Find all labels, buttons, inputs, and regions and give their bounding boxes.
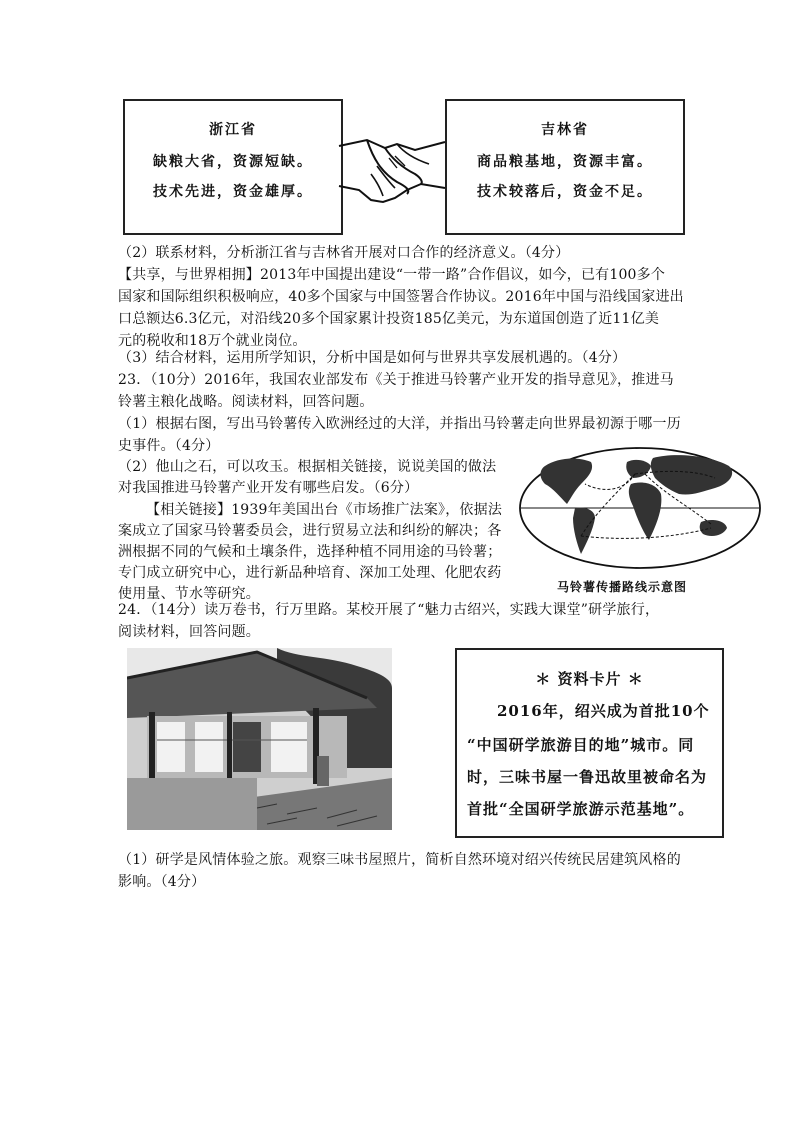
card-line1: 2016年，绍兴成为首批10个	[497, 702, 710, 720]
question-24-1-line2: 影响。（4分）	[118, 874, 206, 890]
jilin-line2: 技术较落后，资金不足。	[477, 184, 653, 200]
share-para-line4: 元的税收和18万个就业岗位。	[118, 333, 307, 349]
question-23-1-line2: 史事件。（4分）	[118, 438, 220, 454]
map-caption: 马铃薯传播路线示意图	[557, 580, 688, 594]
world-map-icon	[515, 444, 765, 572]
house-photo	[127, 648, 392, 830]
card-line4: 首批“全国研学旅游示范基地”。	[467, 800, 695, 818]
card-title: ＊ 资料卡片 ＊	[535, 670, 644, 688]
question-23-2-line2: 对我国推进马铃薯产业开发有哪些启发。（6分）	[118, 480, 419, 496]
info-card	[455, 648, 724, 838]
related-link-line3: 洲根据不同的气候和土壤条件，选择种植不同用途的马铃薯；	[118, 544, 502, 560]
share-para-line2: 国家和国际组织积极响应，40多个国家与中国签署合作协议。2016年中国与沿线国家进出	[118, 289, 684, 305]
question-23-1-line1: （1）根据右图，写出马铃薯传入欧洲经过的大洋，并指出马铃薯走向世界最初源于哪一历	[118, 416, 681, 432]
card-line3: 时，三味书屋一鲁迅故里被命名为	[467, 768, 708, 786]
related-link-line1: 【相关链接】1939年美国出台《市场推广法案》，依据法	[146, 502, 503, 518]
question-23-2-line1: （2）他山之石，可以攻玉。根据相关链接，说说美国的做法	[118, 459, 497, 475]
zhejiang-title: 浙江省	[209, 122, 257, 138]
question-23-line2: 铃薯主粮化战略。阅读材料，回答问题。	[118, 394, 374, 410]
question-2: （2）联系材料，分析浙江省与吉林省开展对口合作的经济意义。（4分）	[118, 245, 570, 261]
card-line2: “中国研学旅游目的地”城市。同	[467, 736, 695, 754]
question-24-line1: 24．（14分）读万卷书，行万里路。某校开展了“魅力古绍兴，实践大课堂”研学旅行，	[118, 602, 660, 618]
related-link-line4: 专门成立研究中心，进行新品种培育、深加工处理、化肥农药	[118, 565, 502, 581]
jilin-title: 吉林省	[541, 122, 589, 138]
question-24-1-line1: （1）研学是风情体验之旅。观察三味书屋照片，简析自然环境对绍兴传统民居建筑风格的	[118, 852, 681, 868]
zhejiang-line1: 缺粮大省，资源短缺。	[153, 154, 313, 170]
share-para-line3: 口总额达6.3亿元，对沿线20多个国家累计投资185亿美元，为东道国创造了近11亿美	[118, 311, 660, 327]
question-23-line1: 23．（10分）2016年，我国农业部发布《关于推进马铃薯产业开发的指导意见》，推进马	[118, 372, 674, 388]
related-link-line2: 案成立了国家马铃薯委员会，进行贸易立法和纠纷的解决；各	[118, 523, 502, 539]
jilin-line1: 商品粮基地，资源丰富。	[477, 154, 653, 170]
zhejiang-box	[123, 99, 343, 235]
jilin-box	[445, 99, 685, 235]
question-24-line2: 阅读材料，回答问题。	[118, 624, 260, 640]
related-link-line5: 使用量、节水等研究。	[118, 586, 260, 602]
zhejiang-line2: 技术先进，资金雄厚。	[153, 184, 313, 200]
question-3: （3）结合材料，运用所学知识，分析中国是如何与世界共享发展机遇的。（4分）	[118, 350, 627, 366]
handshake-icon	[337, 128, 447, 208]
share-para-line1: 【共享，与世界相拥】2013年中国提出建设“一带一路”合作倡议，如今，已有100多个	[118, 267, 666, 283]
